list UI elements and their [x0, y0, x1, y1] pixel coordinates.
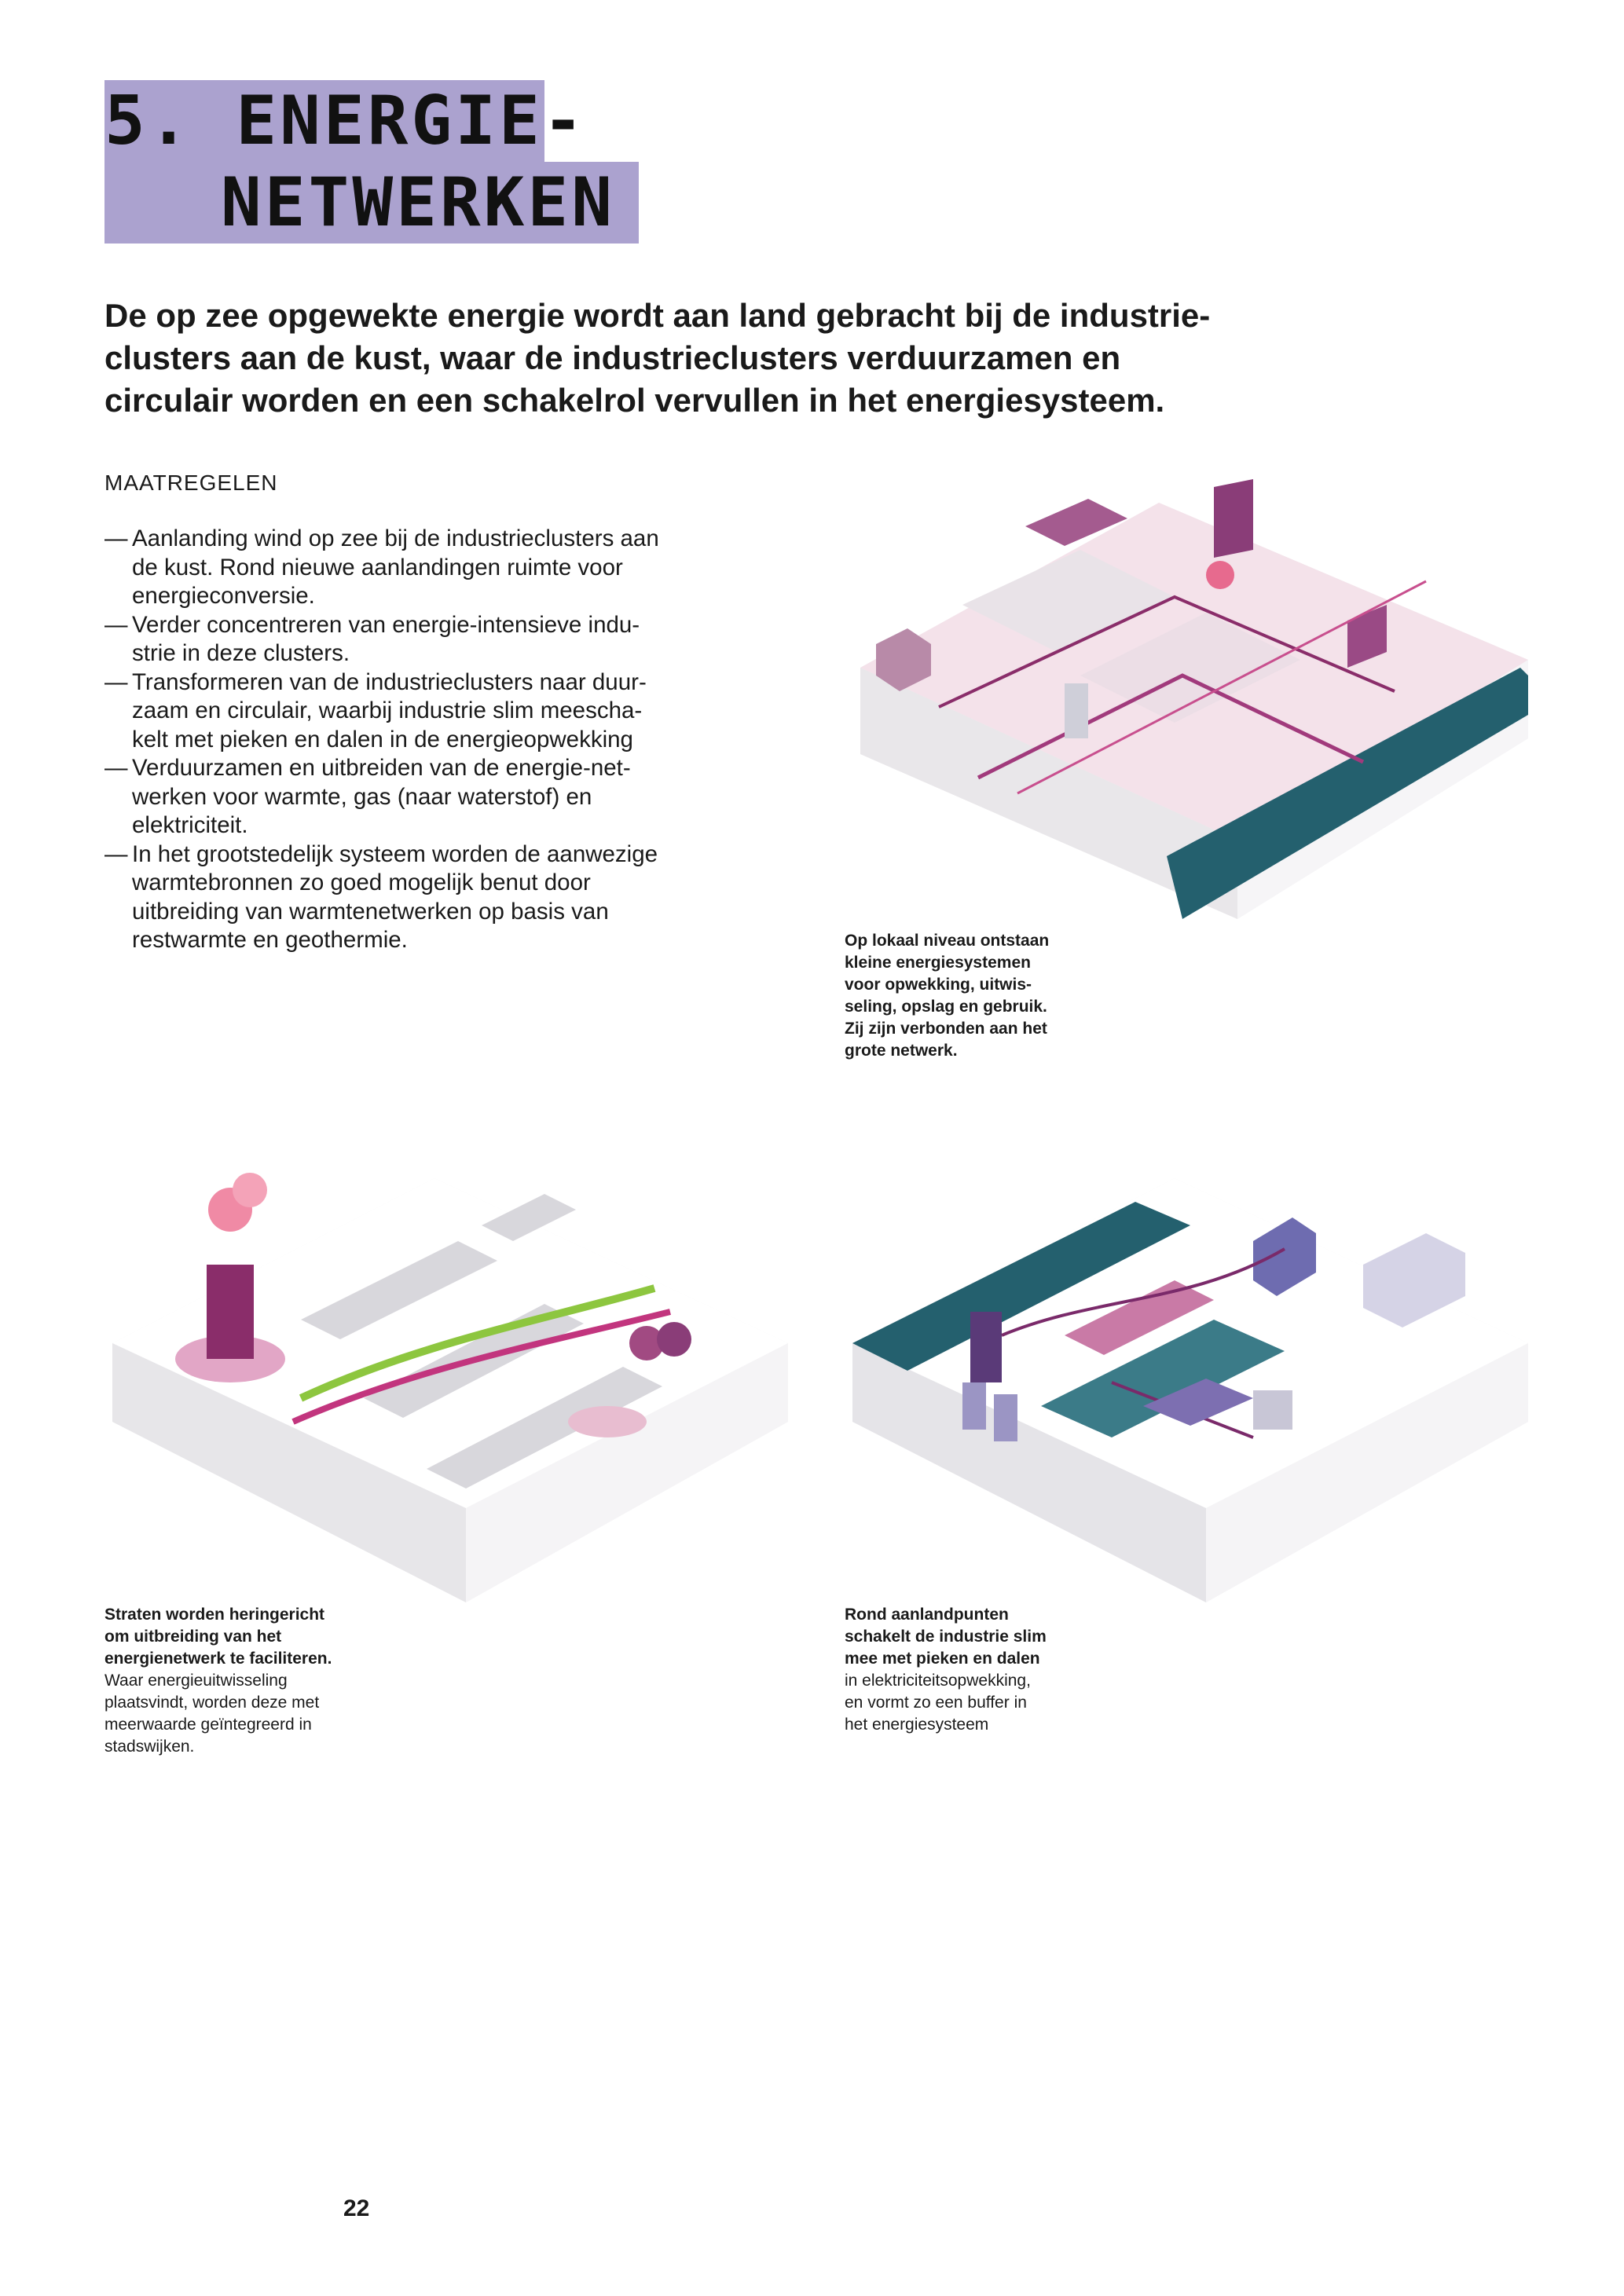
- list-dash: —: [104, 755, 128, 781]
- measure-line: warmtebronnen zo goed mogelijk benut door: [132, 870, 591, 895]
- caption-line: stadswijken.: [104, 1738, 195, 1756]
- measure-line: Transformeren van de industrieclusters naar duur-: [132, 668, 647, 695]
- silo: [1065, 683, 1088, 738]
- caption-line: Waar energieuitwisseling: [104, 1672, 288, 1690]
- caption-landing: [845, 1604, 1096, 1736]
- list-dash: —: [104, 840, 128, 867]
- caption-line: energienetwerk te faciliteren.: [104, 1650, 332, 1668]
- list-dash: —: [104, 525, 128, 551]
- measure-line: Verder concentreren van energie-intensieve indu-: [132, 611, 640, 638]
- page-number: 22: [343, 2195, 370, 2221]
- caption-line: plaatsvindt, worden deze met: [104, 1694, 320, 1712]
- streets-energy-network-illustration: [104, 1163, 796, 1650]
- caption-line: Op lokaal niveau ontstaan: [845, 932, 1050, 950]
- measure-line: restwarmte en geothermie.: [132, 927, 408, 953]
- measure-line: zaam en circulair, waarbij industrie slim meescha-: [132, 698, 643, 723]
- measure-item: [104, 525, 702, 611]
- list-dash: —: [104, 611, 128, 638]
- landing-point-illustration: [845, 1147, 1536, 1650]
- measures-list: [104, 525, 702, 955]
- caption-line: voor opwekking, uitwis-: [845, 976, 1032, 994]
- measure-line: strie in deze clusters.: [132, 640, 350, 666]
- container-stack: [1253, 1390, 1292, 1430]
- measure-line: werken voor warmte, gas (naar waterstof) en: [132, 783, 592, 810]
- caption-line: Straten worden heringericht: [104, 1606, 325, 1624]
- pond: [568, 1406, 647, 1437]
- measure-line: In het grootstedelijk systeem worden de aanwezige: [132, 840, 658, 867]
- steam-cloud: [233, 1173, 267, 1207]
- caption-line: om uitbreiding van het: [104, 1628, 282, 1646]
- caption-local-energy: [845, 930, 1080, 1062]
- local-energy-system-illustration: [845, 479, 1536, 950]
- caption-line: in elektriciteitsopwekking,: [845, 1672, 1031, 1690]
- chapter-title-line-1: 5. ENERGIE-: [104, 82, 587, 160]
- tower-building: [1214, 479, 1253, 558]
- caption-streets: [104, 1604, 356, 1758]
- storage-cylinder: [962, 1382, 986, 1430]
- caption-line: Zij zijn verbonden aan het: [845, 1020, 1047, 1038]
- storage-tank: [657, 1322, 691, 1357]
- caption-line: meerwaarde geïntegreerd in: [104, 1716, 312, 1734]
- chapter-title: [104, 80, 639, 244]
- measure-line: Aanlanding wind op zee bij de industrieclusters aan: [132, 525, 659, 551]
- caption-line: het energiesysteem: [845, 1716, 989, 1734]
- intro-line: De op zee opgewekte energie wordt aan land gebracht bij de industrie-: [104, 297, 1211, 334]
- measure-item: [104, 754, 702, 840]
- caption-line: schakelt de industrie slim: [845, 1628, 1047, 1646]
- intro-line: clusters aan de kust, waar de industrieclusters verduurzamen en: [104, 339, 1121, 376]
- heat-plant-chimney: [207, 1265, 254, 1359]
- measure-line: elektriciteit.: [132, 812, 248, 838]
- storage-cylinder: [994, 1394, 1017, 1441]
- measure-item: [104, 668, 702, 755]
- list-dash: —: [104, 668, 128, 695]
- caption-line: grote netwerk.: [845, 1042, 958, 1060]
- measure-item: [104, 840, 702, 955]
- intro-line: circulair worden en een schakelrol vervullen in het energiesysteem.: [104, 382, 1165, 419]
- section-label: MAATREGELEN: [104, 471, 278, 495]
- measure-line: kelt met pieken en dalen in de energieopwekking: [132, 726, 633, 753]
- intro-paragraph: [104, 295, 1283, 422]
- measure-line: energieconversie.: [132, 583, 315, 609]
- caption-line: mee met pieken en dalen: [845, 1650, 1040, 1668]
- measure-item: [104, 611, 702, 668]
- caption-line: seling, opslag en gebruik.: [845, 998, 1047, 1016]
- caption-line: Rond aanlandpunten: [845, 1606, 1009, 1624]
- caption-line: en vormt zo een buffer in: [845, 1694, 1027, 1712]
- measure-line: uitbreiding van warmtenetwerken op basis van: [132, 898, 609, 925]
- heat-source: [1206, 561, 1234, 589]
- caption-line: kleine energiesystemen: [845, 954, 1031, 972]
- measure-line: Verduurzamen en uitbreiden van de energie-net-: [132, 755, 631, 781]
- chapter-title-line-2: NETWERKEN: [104, 162, 639, 244]
- transformer-building: [970, 1312, 1002, 1382]
- measure-line: de kust. Rond nieuwe aanlandingen ruimte voor: [132, 554, 623, 580]
